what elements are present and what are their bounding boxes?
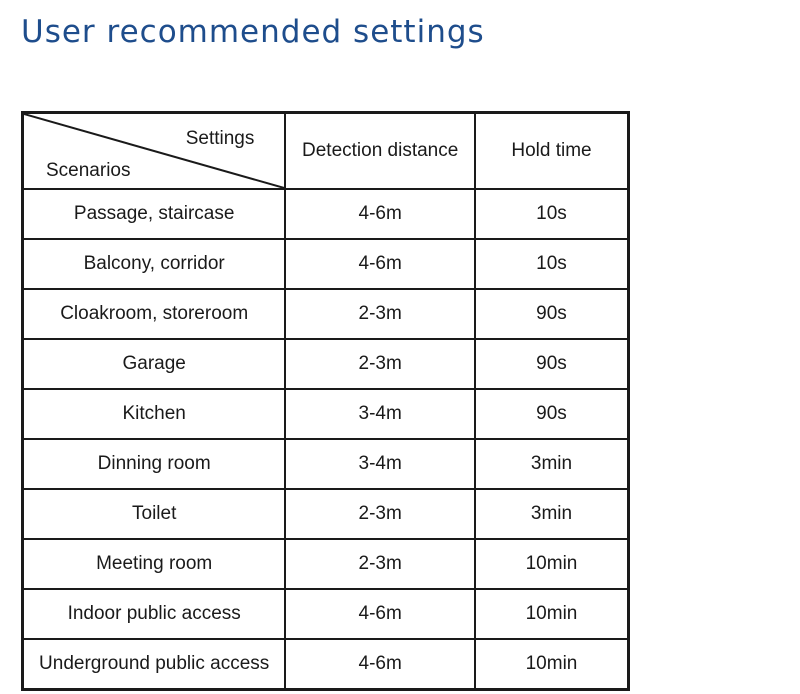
table-row xyxy=(23,639,629,690)
header-detection-distance: Detection distance xyxy=(285,113,475,190)
scenario-cell: Toilet xyxy=(23,489,286,539)
scenario-cell: Passage, staircase xyxy=(23,189,286,239)
table-row xyxy=(23,189,629,239)
table-row xyxy=(23,489,629,539)
distance-cell: 2-3m xyxy=(285,489,475,539)
table-row xyxy=(23,589,629,639)
scenario-cell: Meeting room xyxy=(23,539,286,589)
settings-table xyxy=(21,111,630,691)
header-hold-time: Hold time xyxy=(475,113,629,190)
distance-cell: 4-6m xyxy=(285,589,475,639)
table-row xyxy=(23,439,629,489)
distance-cell: 4-6m xyxy=(285,639,475,690)
table-row xyxy=(23,339,629,389)
hold-time-cell: 90s xyxy=(475,289,629,339)
hold-time-cell: 90s xyxy=(475,389,629,439)
hold-time-cell: 3min xyxy=(475,489,629,539)
distance-cell: 2-3m xyxy=(285,339,475,389)
hold-time-cell: 90s xyxy=(475,339,629,389)
hold-time-cell: 10min xyxy=(475,639,629,690)
distance-cell: 3-4m xyxy=(285,389,475,439)
header-corner-cell xyxy=(23,113,286,190)
header-settings-label: Settings xyxy=(185,128,255,149)
scenario-cell: Cloakroom, storeroom xyxy=(23,289,286,339)
table-row xyxy=(23,539,629,589)
scenario-cell: Indoor public access xyxy=(23,589,286,639)
hold-time-cell: 3min xyxy=(475,439,629,489)
distance-cell: 2-3m xyxy=(285,539,475,589)
distance-cell: 4-6m xyxy=(285,239,475,289)
header-scenarios-label: Scenarios xyxy=(46,160,131,181)
hold-time-cell: 10s xyxy=(475,239,629,289)
scenario-cell: Kitchen xyxy=(23,389,286,439)
page-title: User recommended settings xyxy=(21,14,485,50)
hold-time-cell: 10min xyxy=(475,589,629,639)
scenario-cell: Garage xyxy=(23,339,286,389)
distance-cell: 3-4m xyxy=(285,439,475,489)
table-header-row xyxy=(23,113,629,190)
distance-cell: 2-3m xyxy=(285,289,475,339)
scenario-cell: Balcony, corridor xyxy=(23,239,286,289)
hold-time-cell: 10s xyxy=(475,189,629,239)
table-row xyxy=(23,389,629,439)
distance-cell: 4-6m xyxy=(285,189,475,239)
scenario-cell: Underground public access xyxy=(23,639,286,690)
scenario-cell: Dinning room xyxy=(23,439,286,489)
hold-time-cell: 10min xyxy=(475,539,629,589)
table-row xyxy=(23,239,629,289)
table-row xyxy=(23,289,629,339)
